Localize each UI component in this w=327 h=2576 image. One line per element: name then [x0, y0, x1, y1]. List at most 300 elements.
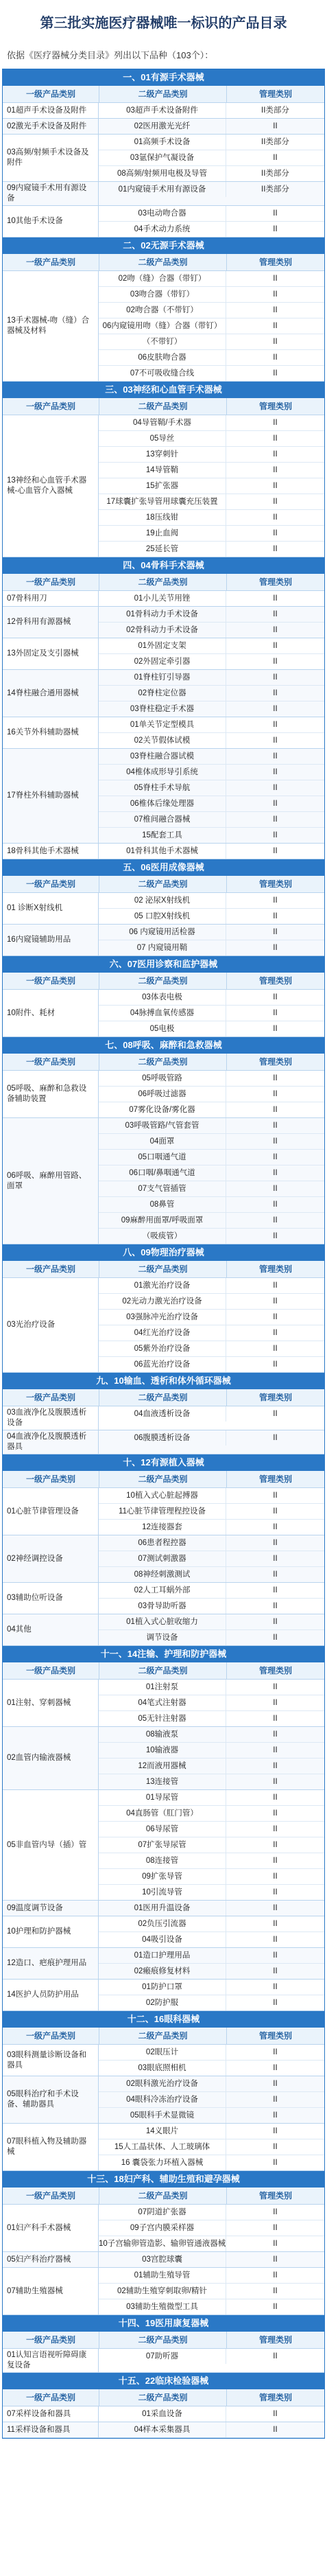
- column-header-row: [3, 876, 324, 893]
- table-row: [99, 1790, 324, 1806]
- table-row: [99, 1583, 324, 1599]
- column-header-primary: 一级产品类别: [3, 876, 99, 892]
- secondary-category: 07助听器: [99, 2349, 226, 2364]
- management-class: II: [273, 1920, 278, 1928]
- section-heading: 二、02无源手术器械: [3, 237, 324, 254]
- column-header-primary: 一级产品类别: [3, 398, 99, 415]
- category-group: [3, 2406, 324, 2422]
- primary-category: 10其他手术设备: [3, 206, 99, 237]
- primary-category: 02激光手术设备及附件: [3, 119, 99, 134]
- catalog-section: [3, 2315, 324, 2373]
- secondary-category: 03骨导助听器: [99, 1599, 226, 1614]
- column-header-class: 管理类别: [258, 402, 292, 411]
- table-row: [99, 1774, 324, 1789]
- table-row: [99, 701, 324, 717]
- column-header-secondary: 二级产品类别: [99, 2028, 227, 2044]
- secondary-category: 25延长管: [99, 542, 226, 557]
- column-header-row: [3, 2332, 324, 2349]
- secondary-category: 02外固定牵引器: [99, 654, 226, 669]
- management-class: II: [273, 2143, 278, 2151]
- secondary-category: 05眼科手术显微镜: [99, 2108, 226, 2123]
- management-class: II: [273, 498, 278, 506]
- category-group: [3, 271, 324, 382]
- primary-category: 16关节外科辅助器械: [3, 717, 99, 748]
- table-row: [99, 206, 324, 222]
- secondary-rows: [99, 1406, 324, 1430]
- column-header-primary: 一级产品类别: [3, 1054, 99, 1070]
- category-group: [3, 2268, 324, 2315]
- catalog-section: [3, 2171, 324, 2315]
- section-heading: 十三、18妇产科、辅助生殖和避孕器械: [3, 2171, 324, 2188]
- category-group: [3, 1430, 324, 1454]
- table-row: [99, 1727, 324, 1743]
- table-row: [99, 1980, 324, 1995]
- table-row: [99, 812, 324, 828]
- management-class: II: [273, 1778, 278, 1786]
- secondary-rows: [99, 1430, 324, 1454]
- category-group: [3, 591, 324, 607]
- secondary-rows: [99, 1278, 324, 1372]
- column-header-class: 管理类别: [258, 1666, 292, 1675]
- table-row: [99, 119, 324, 134]
- secondary-category: 06皮肤吻合器: [99, 350, 226, 365]
- management-class: II: [273, 721, 278, 729]
- secondary-category: 03强脉冲光治疗设备: [99, 1310, 226, 1325]
- table-row: [99, 150, 324, 166]
- secondary-category: 10输液器: [99, 1743, 226, 1758]
- column-header-primary: 一级产品类别: [3, 2389, 99, 2406]
- column-header-class: 管理类别: [258, 976, 292, 986]
- secondary-rows: [99, 893, 324, 924]
- primary-category: 05妇产科治疗器械: [3, 2252, 99, 2267]
- secondary-category: （吸痰管）: [99, 1229, 226, 1244]
- management-class: II: [273, 545, 278, 553]
- table-row: [99, 925, 324, 940]
- category-group: [3, 2422, 324, 2438]
- secondary-category: 01防护口罩: [99, 1980, 226, 1995]
- secondary-category: 10植入式心脏起搏器: [99, 1488, 226, 1503]
- management-class: II: [273, 1618, 278, 1626]
- column-header-class: 管理类别: [258, 2031, 292, 2041]
- management-class: II: [273, 1794, 278, 1802]
- secondary-category: 03脊柱稳定手术器: [99, 701, 226, 717]
- secondary-category: 01骨科其他手术器械: [99, 844, 226, 859]
- catalog-section: [3, 1454, 324, 1646]
- secondary-category: 09扩张导管: [99, 1869, 226, 1884]
- secondary-category: 01植入式心脏收缩力: [99, 1614, 226, 1629]
- category-group: [3, 1071, 324, 1118]
- table-row: [99, 1711, 324, 1726]
- table-row: [99, 182, 324, 197]
- secondary-category: 04面罩: [99, 1134, 226, 1149]
- management-class: II: [273, 2080, 278, 2088]
- category-group: [3, 1583, 324, 1614]
- catalog-section: [3, 237, 324, 382]
- secondary-category: 01激光治疗设备: [99, 1278, 226, 1293]
- table-row: [99, 318, 324, 334]
- secondary-rows: [99, 1614, 324, 1645]
- management-class: II: [273, 1122, 278, 1130]
- secondary-category: 06蓝光治疗设备: [99, 1357, 226, 1372]
- management-class: II: [273, 673, 278, 682]
- secondary-category: 05电极: [99, 1021, 226, 1036]
- table-row: [99, 2236, 324, 2251]
- category-group: [3, 2045, 324, 2076]
- table-row: [99, 1853, 324, 1869]
- table-row: [99, 844, 324, 859]
- column-header-class: 管理类别: [258, 577, 292, 587]
- catalog-section: [3, 69, 324, 237]
- table-row: [99, 1310, 324, 1325]
- management-class: II: [273, 1106, 278, 1114]
- category-group: [3, 638, 324, 670]
- management-class: II: [273, 847, 278, 855]
- management-class: II: [273, 1683, 278, 1691]
- primary-category: 09温度调节设备: [3, 1901, 99, 1916]
- column-header-row: [3, 574, 324, 591]
- table-row: [99, 893, 324, 909]
- management-class: II: [273, 419, 278, 427]
- table-row: [99, 2268, 324, 2284]
- table-row: [99, 431, 324, 447]
- secondary-category: 19止血阀: [99, 526, 226, 541]
- primary-category: 16内窥镜辅助用品: [3, 925, 99, 955]
- table-row: [99, 1504, 324, 1520]
- catalog-section: [3, 1244, 324, 1373]
- table-row: [99, 1150, 324, 1165]
- section-body: [3, 893, 324, 956]
- management-class: II: [273, 1345, 278, 1353]
- table-row: [99, 103, 324, 118]
- management-class: II: [273, 831, 278, 839]
- management-class: II: [273, 1825, 278, 1833]
- management-class: II: [273, 800, 278, 808]
- category-group: [3, 1278, 324, 1373]
- secondary-rows: [99, 1948, 324, 1979]
- management-class: II: [273, 610, 278, 618]
- management-class: II: [273, 1169, 278, 1177]
- primary-category: 03辅助位听设备: [3, 1583, 99, 1614]
- table-row: [99, 909, 324, 924]
- section-body: [3, 2349, 324, 2373]
- table-row: [99, 717, 324, 733]
- catalog-section: [3, 1037, 324, 1244]
- category-group: [3, 1406, 324, 1430]
- category-group: [3, 1916, 324, 1948]
- management-class: II: [273, 1904, 278, 1912]
- secondary-category: 02防护服: [99, 1995, 226, 2010]
- secondary-category: 09麻醉用面罩/呼吸面罩: [99, 1213, 226, 1228]
- category-group: [3, 103, 324, 119]
- secondary-rows: [99, 2406, 324, 2422]
- primary-category: 18骨科其他手术器械: [3, 844, 99, 859]
- table-row: [99, 287, 324, 303]
- intro-text: 依据《医疗器械分类目录》列出以下品种（103个）：: [7, 50, 214, 60]
- management-class: II: [273, 513, 278, 522]
- table-row: [99, 591, 324, 606]
- secondary-category: 01骨科动力手术设备: [99, 607, 226, 622]
- column-header-row: [3, 2028, 324, 2045]
- section-body: [3, 271, 324, 382]
- section-heading: 十一、14注输、护理和防护器械: [3, 1646, 324, 1662]
- secondary-category: 15人工晶状体、人工玻璃体: [99, 2139, 226, 2155]
- column-header-primary: 一级产品类别: [3, 2028, 99, 2044]
- secondary-category: 03电动吻合器: [99, 206, 226, 221]
- table-row: [99, 1229, 324, 1244]
- secondary-rows: [99, 1916, 324, 1947]
- secondary-category: 02脊柱定位器: [99, 686, 226, 701]
- table-row: [99, 2076, 324, 2092]
- section-body: [3, 2406, 324, 2438]
- table-row: [99, 1948, 324, 1964]
- table-row: [99, 1567, 324, 1582]
- secondary-category: 05无针注射器: [99, 1711, 226, 1726]
- management-class: II: [273, 1570, 278, 1579]
- management-class: II: [273, 209, 278, 218]
- table-row: [99, 1406, 324, 1422]
- secondary-category: 04椎体成形导引系统: [99, 765, 226, 780]
- table-row: [99, 1071, 324, 1087]
- secondary-rows: [99, 2205, 324, 2251]
- column-header-primary: 一级产品类别: [3, 2188, 99, 2204]
- table-row: [99, 2045, 324, 2061]
- secondary-category: 17球囊扩张导管用球囊充压装置: [99, 494, 226, 509]
- table-row: [99, 1294, 324, 1310]
- column-header-secondary: 二级产品类别: [99, 973, 227, 989]
- table-row: [99, 1885, 324, 1900]
- management-class: II: [273, 2352, 278, 2360]
- management-class: II: [273, 1185, 278, 1193]
- management-class: II: [273, 1434, 278, 1442]
- secondary-category: （不带钉）: [99, 334, 226, 349]
- primary-category: 05眼科治疗和手术设备、辅助器具: [3, 2076, 99, 2123]
- management-class: II: [273, 1232, 278, 1240]
- table-row: [99, 1916, 324, 1932]
- primary-category: 05非血管内导（插）管: [3, 1790, 99, 1900]
- primary-category: 13外固定及支引器械: [3, 638, 99, 669]
- primary-category: 12造口、疤痕护理用品: [3, 1948, 99, 1979]
- management-class: II: [273, 450, 278, 459]
- secondary-rows: [99, 135, 324, 181]
- section-body: [3, 990, 324, 1037]
- management-class: II: [273, 2064, 278, 2072]
- table-row: [99, 686, 324, 701]
- management-class: II: [273, 1888, 278, 1896]
- secondary-rows: [99, 607, 324, 638]
- table-row: [99, 1806, 324, 1822]
- table-row: [99, 526, 324, 542]
- section-body: [3, 1071, 324, 1244]
- category-group: [3, 1948, 324, 1980]
- catalog-section: [3, 382, 324, 557]
- management-class: II: [273, 1586, 278, 1594]
- category-group: [3, 206, 324, 237]
- secondary-category: 08神经刺激测试: [99, 1567, 226, 1582]
- secondary-category: 02吻合器（不带钉）: [99, 303, 226, 318]
- category-group: [3, 2349, 324, 2373]
- management-class: II: [273, 1857, 278, 1865]
- primary-category: 05呼吸、麻醉和急救设备辅助装置: [3, 1071, 99, 1117]
- table-row: [99, 1837, 324, 1853]
- column-header-class: 管理类别: [258, 89, 292, 99]
- secondary-category: 15扩张器: [99, 478, 226, 494]
- secondary-rows: [99, 990, 324, 1036]
- management-class: II: [273, 306, 278, 314]
- column-header-primary: 一级产品类别: [3, 1662, 99, 1679]
- primary-category: 01认知言语视听障碍康复设备: [3, 2349, 99, 2372]
- catalog-section: [3, 557, 324, 859]
- table-row: [99, 222, 324, 237]
- category-group: [3, 2205, 324, 2252]
- secondary-category: 16 囊袋张力环植入器械: [99, 2155, 226, 2170]
- primary-category: 09内窥镜手术用有源设备: [3, 182, 99, 205]
- page-title: 第三批实施医疗器械唯一标识的产品目录: [40, 15, 287, 31]
- category-group: [3, 1790, 324, 1901]
- management-class: II: [273, 1009, 278, 1017]
- table-row: [99, 1599, 324, 1614]
- column-header-primary: 一级产品类别: [3, 1261, 99, 1277]
- table-row: [99, 1181, 324, 1197]
- management-class: II: [273, 122, 278, 130]
- column-header-primary: 一级产品类别: [3, 574, 99, 590]
- management-class: II: [273, 896, 278, 905]
- table-row: [99, 1932, 324, 1947]
- management-class: II: [273, 2287, 278, 2295]
- secondary-category: 03呼吸管路/气管套管: [99, 1118, 226, 1133]
- secondary-category: 06内窥镜用吻（缝）合器（带钉）: [99, 318, 226, 334]
- primary-category: 01注射、穿刺器械: [3, 1680, 99, 1726]
- primary-category: 02神经调控设备: [3, 1535, 99, 1582]
- primary-category: 10附件、耗材: [3, 990, 99, 1036]
- table-row: [99, 607, 324, 623]
- management-class: II: [273, 705, 278, 713]
- secondary-category: 14导管鞘: [99, 463, 226, 478]
- primary-category: 03光治疗设备: [3, 1278, 99, 1372]
- table-row: [99, 334, 324, 350]
- table-row: [99, 2422, 324, 2437]
- table-row: [99, 654, 324, 669]
- secondary-category: 03辅助生殖微型工具: [99, 2299, 226, 2314]
- table-row: [99, 780, 324, 796]
- secondary-rows: [99, 1535, 324, 1582]
- management-class: II: [273, 642, 278, 650]
- secondary-category: 01导尿管: [99, 1790, 226, 1805]
- column-header-row: [3, 2188, 324, 2205]
- management-class: II: [273, 2271, 278, 2279]
- primary-category: 12骨科用有源器械: [3, 607, 99, 638]
- table-row: [99, 1134, 324, 1150]
- secondary-category: 04导管鞘/手术器: [99, 415, 226, 430]
- category-group: [3, 749, 324, 844]
- management-class: II: [273, 1153, 278, 1161]
- column-header-row: [3, 1054, 324, 1071]
- management-class: II: [273, 1360, 278, 1369]
- management-class: II: [273, 752, 278, 761]
- secondary-category: 03氩保护气凝设备: [99, 150, 226, 165]
- secondary-category: 07不可吸收缝合线: [99, 366, 226, 381]
- column-header-class: 管理类别: [258, 2393, 292, 2402]
- table-row: [99, 1021, 324, 1036]
- table-row: [99, 447, 324, 463]
- management-class: II: [273, 1602, 278, 1610]
- secondary-category: 07测试刺激器: [99, 1551, 226, 1566]
- secondary-category: 09子宫内膜采样器: [99, 2220, 226, 2236]
- table-row: [99, 415, 324, 431]
- section-body: [3, 2205, 324, 2315]
- management-class: II: [273, 912, 278, 920]
- management-class: II: [273, 322, 278, 330]
- secondary-category: 04红光治疗设备: [99, 1325, 226, 1341]
- management-class: II: [273, 1523, 278, 1531]
- category-group: [3, 135, 324, 182]
- primary-category: 04其他: [3, 1614, 99, 1645]
- table-row: [99, 990, 324, 1006]
- secondary-category: 01辅助生殖导管: [99, 2268, 226, 2283]
- column-header-secondary: 二级产品类别: [99, 1389, 227, 1406]
- management-class: II: [273, 626, 278, 634]
- secondary-category: 02光动力激光治疗设备: [99, 1294, 226, 1309]
- column-header-row: [3, 398, 324, 415]
- category-group: [3, 1535, 324, 1583]
- table-row: [99, 2252, 324, 2267]
- section-heading: 八、09物理治疗器械: [3, 1244, 324, 1261]
- table-row: [99, 749, 324, 765]
- secondary-category: 07支气管插管: [99, 1181, 226, 1196]
- category-group: [3, 2076, 324, 2124]
- secondary-category: 01脊柱钉引导器: [99, 670, 226, 685]
- column-header-class: 管理类别: [258, 2191, 292, 2201]
- section-body: [3, 1488, 324, 1646]
- management-class: II: [273, 1634, 278, 1642]
- secondary-category: 02 泌尿X射线机: [99, 893, 226, 908]
- secondary-category: 07扩张导尿管: [99, 1837, 226, 1853]
- table-row: [99, 1278, 324, 1294]
- secondary-rows: [99, 591, 324, 606]
- catalog-section: [3, 1373, 324, 1454]
- management-class: II: [273, 1967, 278, 1975]
- column-header-primary: 一级产品类别: [3, 2332, 99, 2348]
- column-header-row: [3, 1261, 324, 1278]
- management-class: II: [273, 482, 278, 490]
- category-group: [3, 670, 324, 717]
- management-class: II类部分: [261, 185, 289, 194]
- secondary-rows: [99, 1680, 324, 1726]
- management-class: II: [273, 529, 278, 537]
- primary-category: 02血管内输液器械: [3, 1727, 99, 1789]
- management-class: II: [273, 2224, 278, 2232]
- secondary-category: 08输液泵: [99, 1727, 226, 1742]
- column-header-class: 管理类别: [258, 1393, 292, 1402]
- secondary-rows: [99, 2124, 324, 2170]
- table-row: [99, 1213, 324, 1229]
- secondary-category: 04手术动力系统: [99, 222, 226, 237]
- secondary-category: 04直肠管（肛门管）: [99, 1806, 226, 1821]
- management-class: II: [273, 1297, 278, 1306]
- management-class: II类部分: [261, 138, 289, 146]
- table-row: [99, 166, 324, 181]
- secondary-category: 08高频/射频用电极及导管: [99, 166, 226, 181]
- primary-category: 01心脏节律管理设备: [3, 1488, 99, 1535]
- secondary-category: 08鼻管: [99, 1197, 226, 1212]
- table-row: [99, 1488, 324, 1504]
- secondary-rows: [99, 670, 324, 717]
- management-class: II: [273, 1872, 278, 1881]
- table-row: [99, 2349, 324, 2364]
- category-group: [3, 1488, 324, 1535]
- management-class: II: [273, 1025, 278, 1033]
- management-class: II: [273, 290, 278, 299]
- secondary-category: 06椎体后缘处理器: [99, 796, 226, 811]
